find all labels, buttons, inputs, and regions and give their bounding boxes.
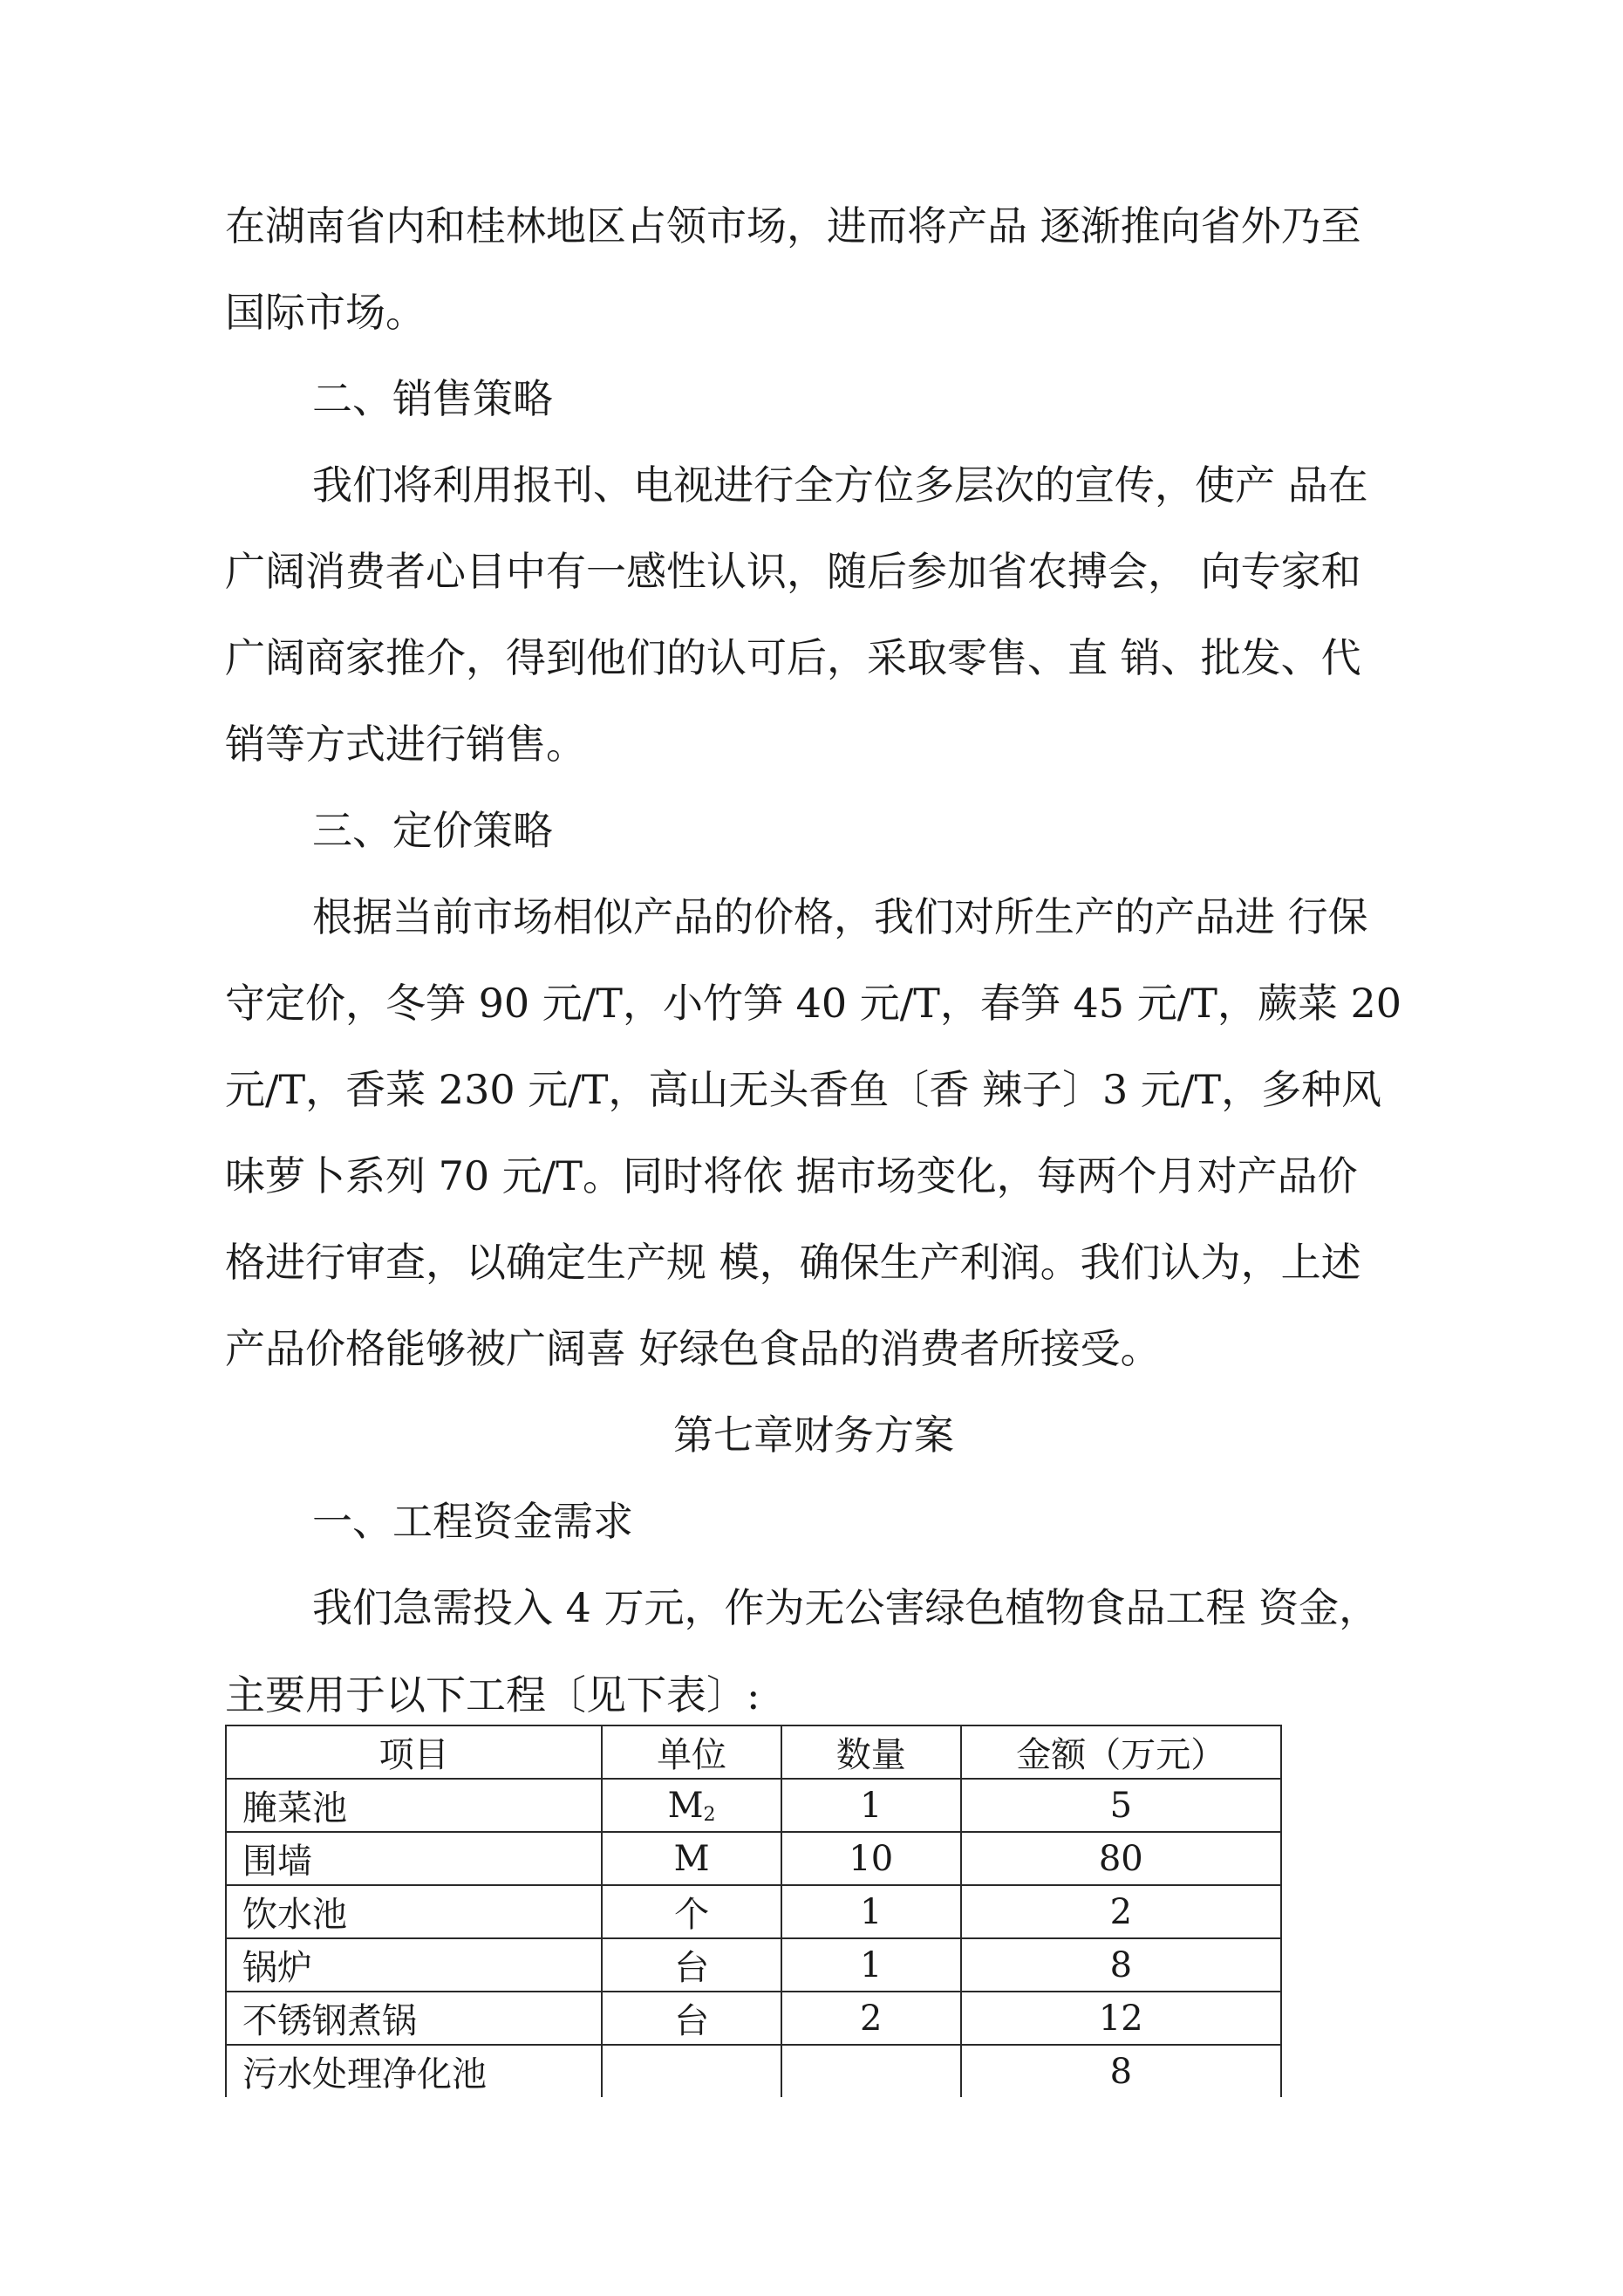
cell-qty <box>781 2045 961 2097</box>
cell-amount: 8 <box>961 1938 1281 1992</box>
paragraph-line: 根据当前市场相似产品的价格，我们对所生产的产品进 行保 <box>312 893 1368 940</box>
cell-qty: 1 <box>781 1779 961 1832</box>
cell-item: 不锈钢煮锅 <box>226 1992 602 2045</box>
paragraph-line: 在湖南省内和桂林地区占领市场，进而将产品 逐渐推向省外乃至 <box>225 202 1361 249</box>
cell-qty: 1 <box>781 1938 961 1992</box>
paragraph-line: 守定价，冬笋 90 元/T，小竹笋 40 元/T，春笋 45 元/T，蕨菜 20 <box>225 980 1402 1027</box>
header-item: 项目 <box>226 1725 602 1779</box>
cell-amount: 80 <box>961 1832 1281 1885</box>
chapter-title: 第七章财务方案 <box>673 1411 954 1459</box>
table-header-row <box>226 1725 1281 1779</box>
paragraph-line: 销等方式进行销售。 <box>225 721 586 768</box>
cell-unit: 个 <box>602 1885 781 1938</box>
section-heading-funding: 一、工程资金需求 <box>312 1498 633 1545</box>
table-row <box>226 1779 1281 1832</box>
paragraph-line: 主要用于以下工程〔见下表〕: <box>225 1671 760 1719</box>
cell-qty: 1 <box>781 1885 961 1938</box>
table-row <box>226 1938 1281 1992</box>
section-heading-sales: 二、销售策略 <box>312 375 553 422</box>
paragraph-line: 格进行审查，以确定生产规 模，确保生产利润。我们认为，上述 <box>225 1239 1361 1286</box>
unit-base: M <box>667 1785 704 1826</box>
section-heading-pricing: 三、定价策略 <box>312 807 553 854</box>
header-unit: 单位 <box>602 1725 781 1779</box>
cell-unit <box>602 1779 781 1832</box>
cell-amount: 8 <box>961 2045 1281 2097</box>
cell-unit: 台 <box>602 1938 781 1992</box>
cell-unit: M <box>602 1832 781 1885</box>
table-row <box>226 1832 1281 1885</box>
cell-item: 饮水池 <box>226 1885 602 1938</box>
cell-amount: 12 <box>961 1992 1281 2045</box>
budget-table <box>225 1725 1282 2097</box>
header-amount: 金额（万元） <box>961 1725 1281 1779</box>
document-body <box>225 183 1429 1721</box>
paragraph-line: 我们将利用报刊、电视进行全方位多层次的宣传，使产 品在 <box>312 461 1368 509</box>
paragraph-line: 元/T，香菜 230 元/T，高山无头香鱼〔香 辣子〕3 元/T，多种风 <box>225 1066 1382 1113</box>
cell-item: 污水处理净化池 <box>226 2045 602 2097</box>
paragraph-line: 国际市场。 <box>225 289 426 336</box>
unit-subscript: 2 <box>703 1803 716 1826</box>
paragraph-line: 味萝卜系列 70 元/T。同时将依 据市场变化，每两个月对产品价 <box>225 1152 1358 1199</box>
paragraph-line: 广阔消费者心目中有一感性认识，随后参加省农搏会， 向专家和 <box>225 548 1361 595</box>
paragraph-line: 我们急需投入 4 万元，作为无公害绿色植物食品工程 资金， <box>312 1584 1380 1631</box>
cell-qty: 10 <box>781 1832 961 1885</box>
cell-unit: 台 <box>602 1992 781 2045</box>
cell-qty: 2 <box>781 1992 961 2045</box>
cell-item: 腌菜池 <box>226 1779 602 1832</box>
table-row <box>226 1992 1281 2045</box>
cell-amount: 2 <box>961 1885 1281 1938</box>
table-row <box>226 1885 1281 1938</box>
cell-amount: 5 <box>961 1779 1281 1832</box>
paragraph-line: 广阔商家推介，得到他们的认可后，采取零售、直 销、批发、代 <box>225 634 1361 681</box>
header-qty: 数量 <box>781 1725 961 1779</box>
cell-item: 围墙 <box>226 1832 602 1885</box>
cell-item: 锅炉 <box>226 1938 602 1992</box>
paragraph-line: 产品价格能够被广阔喜 好绿色食品的消费者所接受。 <box>225 1325 1161 1372</box>
cell-unit <box>602 2045 781 2097</box>
table-row <box>226 2045 1281 2097</box>
